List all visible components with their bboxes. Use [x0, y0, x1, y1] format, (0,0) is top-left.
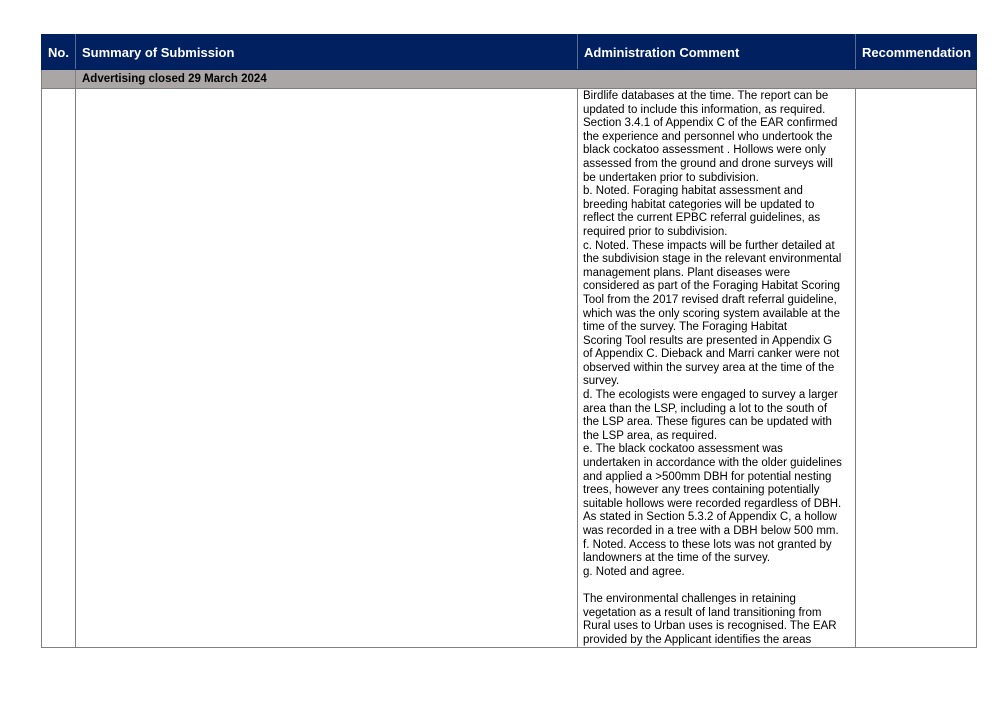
section-no-cell — [42, 70, 76, 89]
header-recommendation: Recommendation — [856, 35, 977, 70]
section-label: Advertising closed 29 March 2024 — [76, 70, 977, 89]
comment-paragraph-2: The environmental challenges in retaining vegetation as a result of land transitioning from Rural uses to Urban uses is recognised. The EAR provided by the Applicant identifies the areas — [583, 592, 837, 646]
submissions-table — [41, 34, 977, 648]
row-no-cell — [42, 89, 76, 648]
comment-paragraph-1: Birdlife databases at the time. The report can be updated to include this information, as required. Section 3.4.1 of Appendix C of the EAR confirmed the experience and personnel who undertook the black cockatoo assessment . Hollows were only assessed from the ground and drone surveys will be undertaken prior to subdivision. b. Noted. Foraging habitat assessment and breeding habitat categories will be updated to reflect the current EPBC referral guidelines, as required prior to subdivision. c. Noted. These impacts will be further detailed at the subdivision stage in the relevant environmental management plans. Plant diseases were considered as part of the Foraging Habitat Scoring Tool from the 2017 revised draft referral guideline, which was the only scoring system available at the time of the survey. The Foraging Habitat Scoring Tool results are presented in Appendix G of Appendix C. Dieback and Marri canker were not observed within the survey area at the time of the survey. d. The ecologists were engaged to survey a larger area than the LSP, including a lot to the south of the LSP area. These figures can be updated with the LSP area, as required. e. The black cockatoo assessment was undertaken in accordance with the older guidelines and applied a >500mm DBH for potential nesting trees, however any trees containing potentially suitable hollows were recorded regardless of DBH. As stated in Section 5.3.2 of Appendix C, a hollow was recorded in a tree with a DBH below 500 mm. f. Noted. Access to these lots was not granted by landowners at the time of the survey. g. Noted and agree. — [583, 90, 842, 578]
section-row — [42, 70, 977, 89]
header-administration-comment: Administration Comment — [578, 35, 856, 70]
table-header-row — [42, 35, 977, 70]
row-recommendation-cell — [856, 89, 977, 648]
row-administration-comment-cell — [578, 89, 856, 648]
header-no: No. — [42, 35, 76, 70]
submissions-table-page — [41, 34, 976, 648]
row-summary-cell — [76, 89, 578, 648]
header-summary-of-submission: Summary of Submission — [76, 35, 578, 70]
table-row — [42, 89, 977, 648]
